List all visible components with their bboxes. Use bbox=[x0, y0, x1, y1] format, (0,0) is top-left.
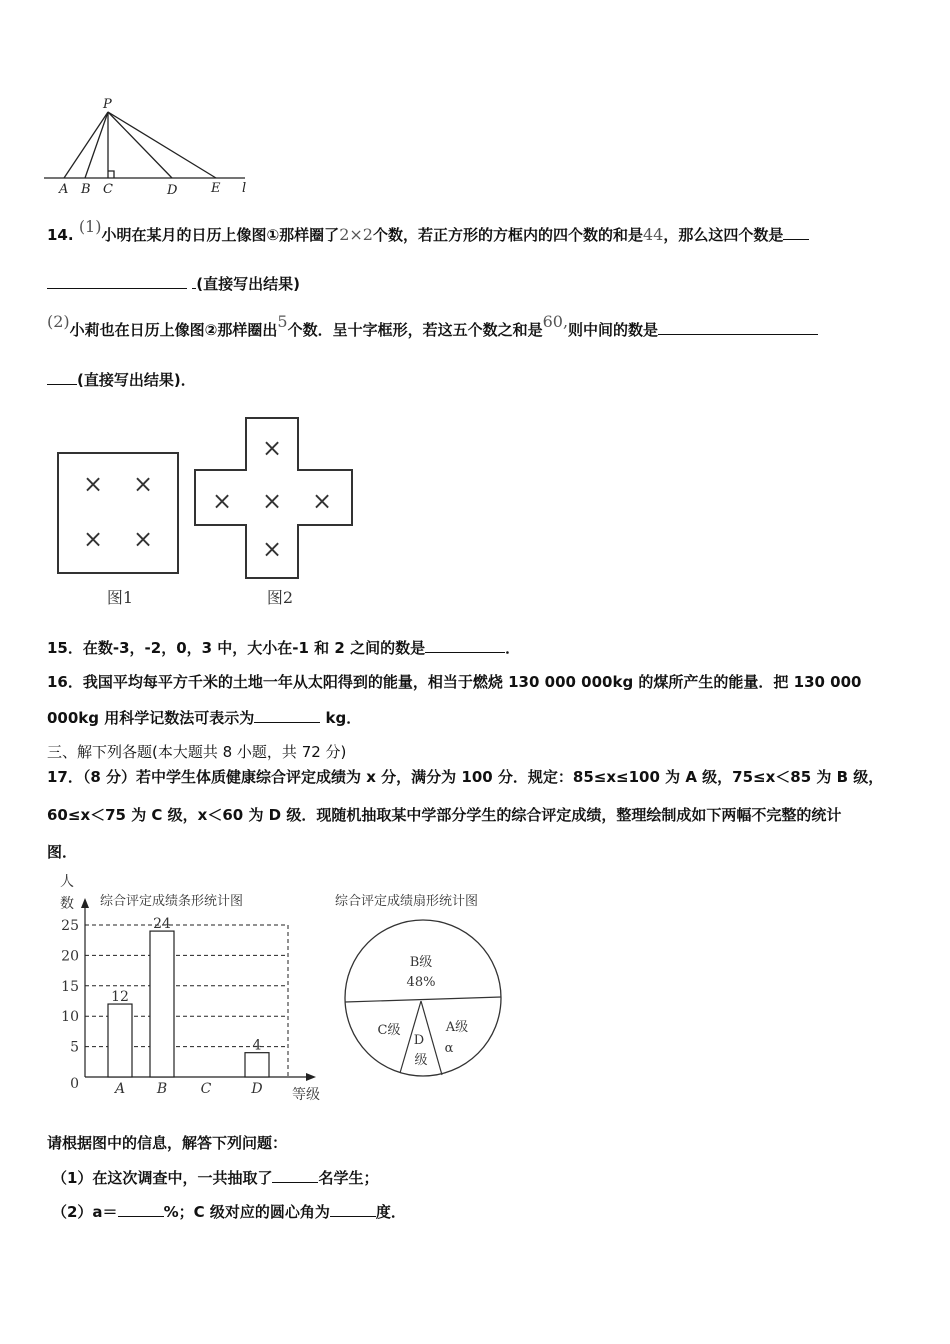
answer-blank[interactable] bbox=[658, 320, 818, 335]
question-17-line2: 60≤x＜75 为 C 级，x＜60 为 D 级．现随机抽取某中学部分学生的综合评定成绩，整理绘制成如下两幅不完整的统计 bbox=[47, 806, 842, 824]
question-14 bbox=[47, 217, 809, 245]
x-tick-label: D bbox=[251, 1081, 263, 1097]
x-tick-label: A bbox=[114, 1081, 126, 1097]
answer-blank[interactable] bbox=[783, 225, 809, 240]
cross-mark: × bbox=[82, 470, 104, 498]
question-17-prompt: 请根据图中的信息，解答下列问题： bbox=[47, 1134, 288, 1152]
slice-label-a: A级 bbox=[445, 1020, 469, 1035]
question-text: kg． bbox=[325, 709, 362, 727]
right-angle-mark bbox=[108, 171, 114, 178]
question-text: 名学生； bbox=[318, 1169, 379, 1187]
question-text: （1）在这次调查中，一共抽取了 bbox=[52, 1169, 273, 1187]
question-text: 个数．呈十字框形，若这五个数之和是 bbox=[287, 321, 543, 339]
y-tick-label: 20 bbox=[61, 948, 79, 965]
x-tick-label: B bbox=[156, 1081, 168, 1097]
question-number: 14. bbox=[47, 226, 74, 244]
question-text: ． bbox=[505, 639, 521, 657]
point-label: A bbox=[59, 182, 69, 197]
bar-value-label: 4 bbox=[252, 1037, 262, 1054]
math-value: 5 bbox=[277, 312, 288, 331]
math-value: 44 bbox=[642, 225, 664, 244]
slice-value-b: 48% bbox=[406, 975, 436, 990]
point-label: P bbox=[103, 97, 112, 112]
answer-blank[interactable] bbox=[254, 708, 320, 723]
slice-label-b: B级 bbox=[409, 955, 433, 970]
question-17-sub2 bbox=[52, 1202, 406, 1222]
y-tick-label: 15 bbox=[61, 978, 79, 995]
x-axis-arrow-icon bbox=[306, 1073, 316, 1081]
answer-blank[interactable] bbox=[330, 1202, 376, 1217]
question-16-line1: 16．我国平均每平方千米的土地一年从太阳得到的能量，相当于燃烧 130 000 000kg 的煤所产生的能量．把 130 000 bbox=[47, 673, 862, 691]
part-marker: (2) bbox=[47, 312, 70, 331]
question-text: 则中间的数是 bbox=[568, 321, 659, 339]
geometry-figure bbox=[44, 112, 245, 178]
slice-label-d: D bbox=[413, 1033, 425, 1048]
cross-mark: × bbox=[82, 525, 104, 553]
question-text: 15．在数-3，-2，0，3 中，大小在-1 和 2 之间的数是 bbox=[47, 639, 426, 657]
question-text: (直接写出结果)． bbox=[77, 371, 196, 389]
y-tick-label: 5 bbox=[70, 1039, 79, 1056]
fig2-label: 图2 bbox=[266, 588, 294, 607]
bar-chart bbox=[60, 874, 320, 1103]
question-text: 000kg 用科学记数法可表示为 bbox=[47, 709, 255, 727]
question-text: 小明在某月的日历上像图①那样圈了 bbox=[101, 226, 340, 244]
y-tick-label: 25 bbox=[61, 918, 79, 934]
answer-blank[interactable] bbox=[47, 274, 187, 289]
segment-PA bbox=[64, 112, 108, 178]
cross-mark: × bbox=[261, 434, 283, 462]
pie-chart-title: 综合评定成绩扇形统计图 bbox=[335, 894, 479, 909]
point-label: D bbox=[167, 183, 178, 198]
question-text: 小莉也在日历上像图②那样圈出 bbox=[69, 321, 278, 339]
bar-B bbox=[150, 931, 174, 1077]
question-15 bbox=[47, 638, 520, 658]
answer-blank[interactable] bbox=[425, 638, 505, 653]
point-label: E bbox=[211, 181, 221, 196]
fig1-label: 图1 bbox=[106, 588, 134, 607]
section-title: 三、解下列各题(本大题共 8 小题，共 72 分) bbox=[47, 743, 347, 761]
y-axis-arrow-icon bbox=[81, 898, 89, 908]
question-14-part2 bbox=[47, 312, 818, 340]
question-text: (直接写出结果) bbox=[196, 275, 300, 293]
bar-A bbox=[108, 1004, 132, 1077]
question-text: 个数，若正方形的方框内的四个数的和是 bbox=[372, 226, 643, 244]
cross-mark: × bbox=[261, 535, 283, 563]
cross-mark: × bbox=[211, 487, 233, 515]
slice-value-a: α bbox=[444, 1041, 454, 1056]
question-16-line2 bbox=[47, 708, 361, 728]
slice-boundary bbox=[345, 997, 501, 1002]
bar-value-label: 24 bbox=[153, 916, 171, 933]
y-tick-label: 0 bbox=[70, 1076, 79, 1092]
point-label: C bbox=[103, 182, 113, 197]
point-label: B bbox=[81, 182, 91, 197]
math-value: 60, bbox=[542, 312, 569, 331]
answer-blank[interactable] bbox=[118, 1202, 164, 1217]
fig1-square bbox=[58, 453, 178, 573]
answer-blank[interactable] bbox=[272, 1168, 318, 1183]
question-text: （2）a＝ bbox=[52, 1203, 118, 1221]
y-axis-label: 人 bbox=[60, 874, 74, 890]
cross-mark: × bbox=[132, 525, 154, 553]
bar-chart-title: 综合评定成绩条形统计图 bbox=[100, 894, 244, 909]
x-axis-label: 等级 bbox=[292, 1087, 320, 1103]
x-tick-label: C bbox=[200, 1081, 212, 1097]
slice-label-c: C级 bbox=[377, 1023, 401, 1038]
bar-value-label: 12 bbox=[111, 989, 129, 1006]
segment-PB bbox=[85, 112, 108, 178]
slice-label-d2: 级 bbox=[414, 1053, 428, 1068]
cross-mark: × bbox=[311, 487, 333, 515]
question-text: 度． bbox=[375, 1203, 406, 1221]
question-17-sub1 bbox=[52, 1168, 378, 1188]
cross-mark: × bbox=[261, 487, 283, 515]
part-marker: (1) bbox=[78, 217, 102, 236]
answer-blank[interactable] bbox=[47, 370, 77, 385]
question-text: %；C 级对应的圆心角为 bbox=[163, 1203, 330, 1221]
question-17-line1: 17．（8 分）若中学生体质健康综合评定成绩为 x 分，满分为 100 分．规定：85≤x≤100 为 A 级，75≤x＜85 为 B 级， bbox=[47, 768, 884, 786]
bar-D bbox=[245, 1053, 269, 1077]
question-14-part2-tail bbox=[47, 370, 196, 390]
math-expr: 2×2 bbox=[339, 225, 373, 244]
question-text: ，那么这四个数是 bbox=[663, 226, 784, 244]
pie-chart bbox=[335, 893, 501, 1076]
point-label: l bbox=[242, 181, 247, 196]
y-axis-label: 数 bbox=[60, 896, 74, 912]
cross-mark: × bbox=[132, 470, 154, 498]
question-14-part1-tail bbox=[47, 274, 300, 294]
question-17-line3: 图． bbox=[47, 843, 78, 861]
y-tick-label: 10 bbox=[61, 1009, 79, 1026]
